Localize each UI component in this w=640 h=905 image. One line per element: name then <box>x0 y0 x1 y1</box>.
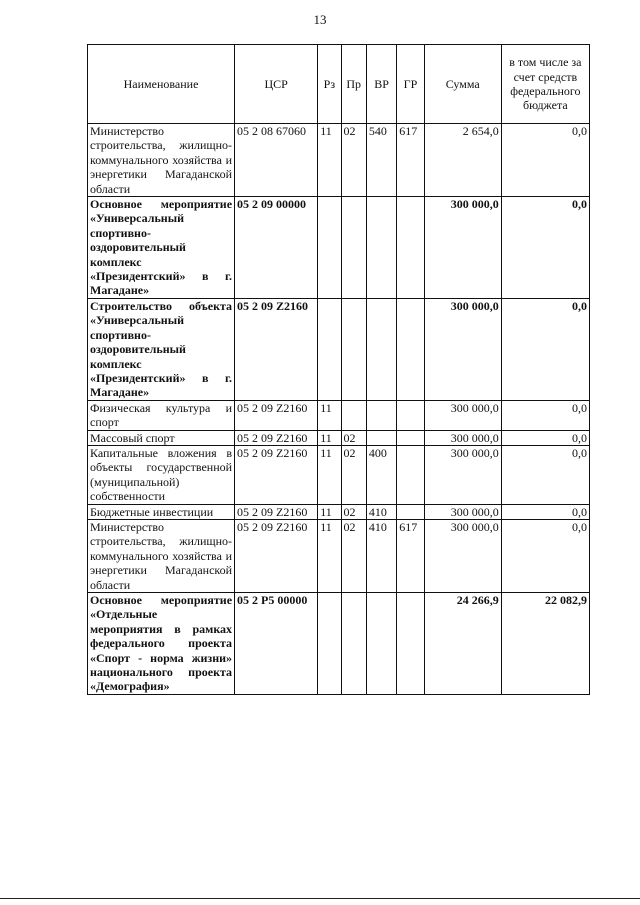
cell-name: Министерство строительства, жилищно-коммунального хозяйства и энергетики Магаданской области <box>88 124 235 197</box>
cell-name: Основное мероприятие «Отдельные мероприятия в рамках федерального проекта «Спорт - норма жизни» национального проекта «Демография» <box>88 593 235 695</box>
table-header-row <box>88 45 590 124</box>
table-row <box>88 593 590 695</box>
cell-vr <box>366 298 396 400</box>
cell-gr <box>397 504 424 519</box>
cell-pr: 02 <box>341 124 366 197</box>
cell-rz: 11 <box>318 124 341 197</box>
cell-rz <box>318 593 341 695</box>
table-row <box>88 504 590 519</box>
cell-sum: 2 654,0 <box>424 124 501 197</box>
cell-gr <box>397 298 424 400</box>
cell-sum: 300 000,0 <box>424 445 501 504</box>
table-row <box>88 124 590 197</box>
cell-csr: 05 2 09 Z2160 <box>235 504 318 519</box>
cell-gr <box>397 445 424 504</box>
header-vr: ВР <box>366 45 396 124</box>
cell-name: Министерство строительства, жилищно-коммунального хозяйства и энергетики Магаданской области <box>88 519 235 592</box>
cell-rz <box>318 298 341 400</box>
header-sum: Сумма <box>424 45 501 124</box>
cell-vr: 410 <box>366 504 396 519</box>
table-row <box>88 400 590 430</box>
cell-csr: 05 2 P5 00000 <box>235 593 318 695</box>
cell-sum: 24 266,9 <box>424 593 501 695</box>
cell-rz <box>318 197 341 299</box>
header-pr: Пр <box>341 45 366 124</box>
cell-pr <box>341 197 366 299</box>
cell-federal: 0,0 <box>501 400 589 430</box>
table-body <box>88 124 590 695</box>
cell-gr: 617 <box>397 124 424 197</box>
table-row <box>88 197 590 299</box>
cell-name: Физическая культура и спорт <box>88 400 235 430</box>
cell-rz: 11 <box>318 430 341 445</box>
cell-pr <box>341 298 366 400</box>
table-row <box>88 445 590 504</box>
cell-federal: 0,0 <box>501 197 589 299</box>
cell-rz: 11 <box>318 519 341 592</box>
cell-sum: 300 000,0 <box>424 197 501 299</box>
cell-vr: 540 <box>366 124 396 197</box>
table-row <box>88 430 590 445</box>
table-row <box>88 298 590 400</box>
cell-vr: 400 <box>366 445 396 504</box>
cell-pr: 02 <box>341 519 366 592</box>
cell-sum: 300 000,0 <box>424 400 501 430</box>
cell-csr: 05 2 09 Z2160 <box>235 519 318 592</box>
table-row <box>88 519 590 592</box>
cell-sum: 300 000,0 <box>424 519 501 592</box>
budget-table <box>87 44 590 695</box>
page-bottom-rule <box>0 898 640 899</box>
header-rz: Рз <box>318 45 341 124</box>
cell-sum: 300 000,0 <box>424 504 501 519</box>
cell-vr <box>366 197 396 299</box>
header-gr: ГР <box>397 45 424 124</box>
cell-gr: 617 <box>397 519 424 592</box>
cell-gr <box>397 197 424 299</box>
cell-rz: 11 <box>318 445 341 504</box>
cell-name: Капитальные вложения в объекты государственной (муниципальной) собственности <box>88 445 235 504</box>
header-name: Наименование <box>88 45 235 124</box>
cell-pr: 02 <box>341 445 366 504</box>
cell-federal: 0,0 <box>501 519 589 592</box>
cell-sum: 300 000,0 <box>424 298 501 400</box>
cell-federal: 0,0 <box>501 298 589 400</box>
cell-rz: 11 <box>318 400 341 430</box>
cell-name: Массовый спорт <box>88 430 235 445</box>
cell-gr <box>397 430 424 445</box>
cell-csr: 05 2 09 00000 <box>235 197 318 299</box>
cell-rz: 11 <box>318 504 341 519</box>
cell-gr <box>397 400 424 430</box>
cell-vr <box>366 593 396 695</box>
cell-csr: 05 2 09 Z2160 <box>235 430 318 445</box>
cell-name: Строительство объекта «Универсальный спортивно-оздоровительный комплекс «Президентский» в г. Магадане» <box>88 298 235 400</box>
cell-gr <box>397 593 424 695</box>
cell-name: Основное мероприятие «Универсальный спортивно-оздоровительный комплекс «Президентский» в г. Магадане» <box>88 197 235 299</box>
cell-sum: 300 000,0 <box>424 430 501 445</box>
cell-pr <box>341 400 366 430</box>
page-number: 13 <box>313 12 327 27</box>
cell-federal: 0,0 <box>501 504 589 519</box>
cell-name: Бюджетные инвестиции <box>88 504 235 519</box>
header-csr: ЦСР <box>235 45 318 124</box>
cell-vr <box>366 400 396 430</box>
cell-federal: 22 082,9 <box>501 593 589 695</box>
cell-federal: 0,0 <box>501 430 589 445</box>
cell-csr: 05 2 09 Z2160 <box>235 298 318 400</box>
cell-csr: 05 2 09 Z2160 <box>235 445 318 504</box>
header-federal: в том числе за счет средств федерального бюджета <box>501 45 589 124</box>
cell-pr <box>341 593 366 695</box>
cell-vr: 410 <box>366 519 396 592</box>
cell-federal: 0,0 <box>501 445 589 504</box>
cell-pr: 02 <box>341 504 366 519</box>
cell-federal: 0,0 <box>501 124 589 197</box>
cell-vr <box>366 430 396 445</box>
cell-csr: 05 2 09 Z2160 <box>235 400 318 430</box>
cell-csr: 05 2 08 67060 <box>235 124 318 197</box>
cell-pr: 02 <box>341 430 366 445</box>
